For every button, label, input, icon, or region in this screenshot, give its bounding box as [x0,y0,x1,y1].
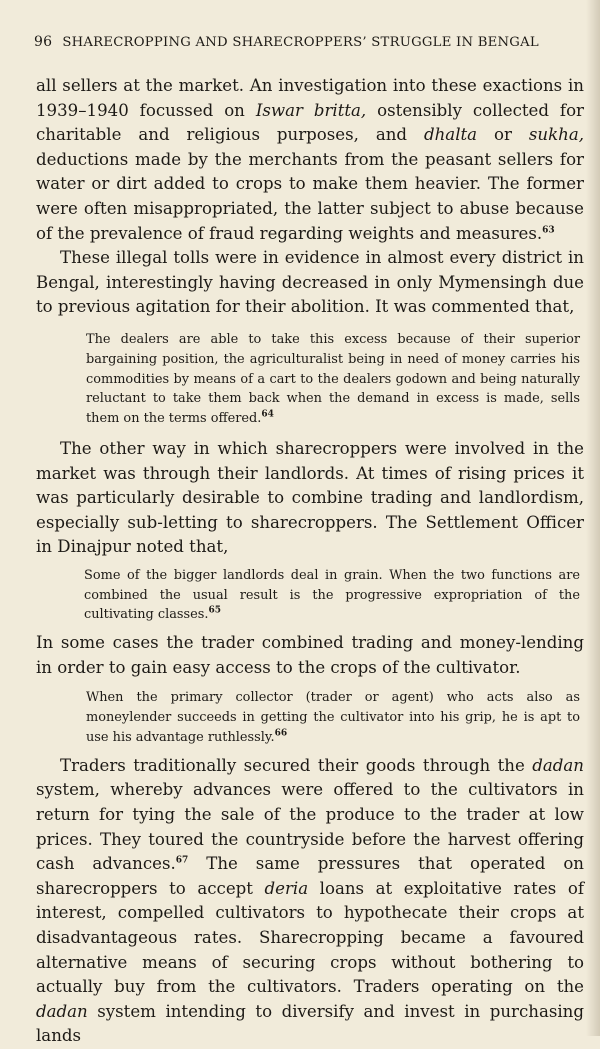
p1-italic-iswar-britta: Iswar britta, [255,100,367,120]
running-title: SHARECROPPING AND SHARECROPPERS’ STRUGGLE IN BENGAL [62,35,539,50]
paragraph-4: In some cases the trader combined trading and money-lending in order to gain easy access to the crops of the cultivator. [36,633,584,677]
paragraph-5 [36,754,584,1049]
paragraph-1 [36,74,584,246]
page-body [36,74,584,1049]
running-header [34,34,582,50]
footnote-ref-64[interactable]: 64 [261,409,274,420]
p5-text-4: loans at exploitative rates of interest, compelled cultivators to hypothecate their crops at disadvantageous rates. Sharecropping became a favoured alternative means of securing crops without bothering to actually buy from the cultivators. Traders operating on the [36,878,584,997]
p1-text-4: deductions made by the merchants from the peasant sellers for water or dirt added to crops to make them heavier. The former were often misappropriated, the latter subject to abuse because of the prevalence of fraud regarding weights and measures. [36,149,584,243]
p5-italic-deria: deria [264,878,309,898]
q2-text: Some of the bigger landlords deal in grain. When the two functions are combined the usual result is the progressive expropriation of the cultivating classes. [84,567,580,623]
p1-text-1: all sellers at the market. An investigation into these exactions in 1939–1940 focussed on [36,76,584,120]
p5-text-1: Traders traditionally secured their goods through the [60,755,533,775]
block-quote-1 [86,330,580,429]
block-quote-3 [86,688,580,747]
p1-text-3: or [477,125,529,145]
q3-text: When the primary collector (trader or agent) who acts also as moneylender succeeds in getting the cultivator into his grip, he is apt to use his advantage ruthlessly. [86,690,580,746]
p5-italic-dadan-2: dadan [36,1001,88,1021]
page-edge-shadow [586,0,600,1036]
q1-text: The dealers are able to take this excess because of their superior bargaining position, the agriculturalist being in need of money carries his commodities by means of a cart to the dealers godown and being naturally reluctant to take them back when the demand in excess is made, sells them on the terms offered. [86,331,580,427]
p1-text-2: ostensibly collected for charitable and religious purposes, and [36,100,584,145]
footnote-ref-63[interactable]: 63 [542,225,555,236]
p1-italic-dhalta: dhalta [424,125,478,145]
page-number: 96 [34,34,53,50]
footnote-ref-65[interactable]: 65 [208,606,222,617]
block-quote-2 [84,566,580,625]
paragraph-3: The other way in which sharecroppers were involved in the market was through their landlords. At times of rising prices it was particularly desirable to combine trading and landlordism, especially sub-letting to sharecroppers. The Settlement Officer in Dinajpur noted that, [36,438,584,557]
p5-italic-dadan: dadan [532,755,584,775]
footnote-ref-67[interactable]: 67 [175,855,189,866]
p1-italic-sukha: sukha, [528,125,585,145]
p5-text-5: system intending to diversify and invest in purchasing lands [36,1001,584,1046]
p5-text-2: system, whereby advances were offered to the cultivators in return for tying the sale of the produce to the trader at low prices. They toured the countryside before the harvest offering cash advances. [36,780,584,874]
paragraph-2: These illegal tolls were in evidence in almost every district in Bengal, interestingly having decreased in only Mymensingh due to previous agitation for their abolition. It was commented that, [36,248,584,317]
p5-text-3: The same pressures that operated on sharecroppers to accept [36,854,584,898]
footnote-ref-66[interactable]: 66 [274,728,288,739]
